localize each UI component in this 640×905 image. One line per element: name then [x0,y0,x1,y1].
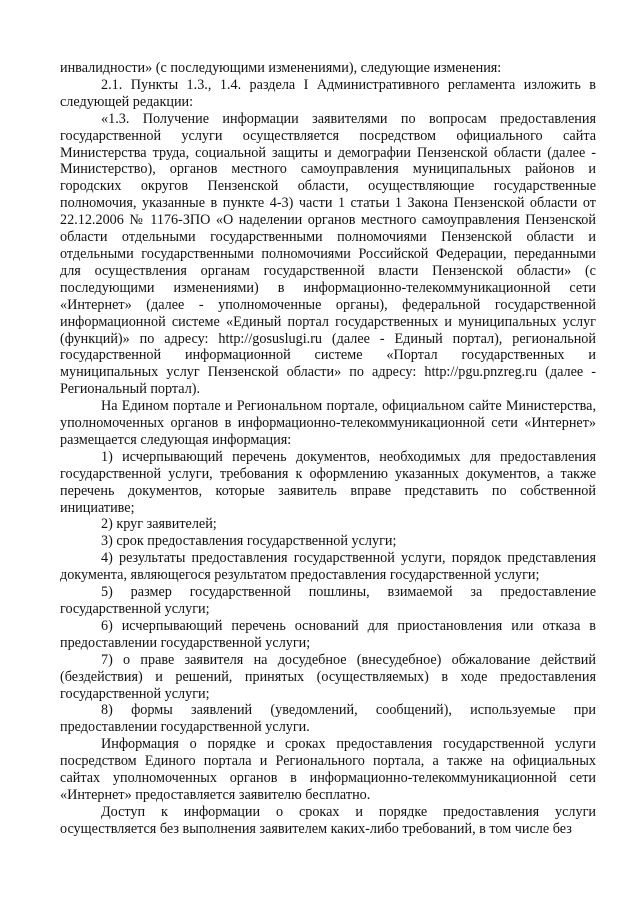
document-page [60,60,596,838]
paragraph-amendment-intro: 2.1. Пункты 1.3., 1.4. раздела I Административного регламента изложить в следующей редакции: [60,76,596,110]
paragraph-clause-1-3: «1.3. Получение информации заявителями по вопросам предоставления государственной услуги осуществляется посредством официального сайта Министерства труда, социальной защиты и демографии Пензенской области (далее - Министерство), органов местного самоуправления муниципальных районов и городских округов Пензенской области, осуществляющие государственные полномочия, указанные в пункте 4-3) части 1 статьи 1 Закона Пензенской области от 22.12.2006 № 1176-ЗПО «О наделении органов местного самоуправления Пензенской области отдельными государственными полномочиями Пензенской области и отдельными государственными полномочиями Российской Федерации, переданными для осуществления органам государственной власти Пензенской области» (с последующими изменениями) в информационно-телекоммуникационной сети «Интернет» (далее - уполномоченные органы), федеральной государственной информационной системе «Единый портал государственных и муниципальных услуг (функций)» по адресу: http://gosuslugi.ru (далее - Единый портал), региональной государственной информационной системе «Портал государственных и муниципальных услуг Пензенской области» по адресу: http://pgu.pnzreg.ru (далее - Региональный портал). [60,110,596,398]
paragraph-portal-info: На Едином портале и Региональном портале, официальном сайте Министерства, уполномоченных органов в информационно-телекоммуникационной сети «Интернет» размещается следующая информация: [60,398,596,448]
list-item-6: 6) исчерпывающий перечень оснований для приостановления или отказа в предоставлении государственной услуги; [60,617,596,651]
paragraph-access-info: Доступ к информации о сроках и порядке предоставления услуги осуществляется без выполнения заявителем каких-либо требований, в том числе без [60,803,596,837]
list-item-8: 8) формы заявлений (уведомлений, сообщений), используемые при предоставлении государственной услуги. [60,702,596,736]
list-item-5: 5) размер государственной пошлины, взимаемой за предоставление государственной услуги; [60,584,596,617]
list-item-7: 7) о праве заявителя на досудебное (внесудебное) обжалование действий (бездействия) и решений, принятых (осуществляемых) в ходе предоставления государственной услуги; [60,651,596,702]
list-item-2: 2) круг заявителей; [101,516,217,533]
list-item-1: 1) исчерпывающий перечень документов, необходимых для предоставления государственной услуги, требования к оформлению указанных документов, а также перечень документов, которые заявитель вправе представить по собственной инициативе; [60,448,596,516]
paragraph-free-info: Информация о порядке и сроках предоставления государственной услуги посредством Единого портала и Регионального портала, а также на официальных сайтах уполномоченных органов в информационно-телекоммуникационной сети «Интернет» предоставляется заявителю бесплатно. [60,736,596,803]
list-item-4: 4) результаты предоставления государственной услуги, порядок представления документа, являющегося результатом предоставления государственной услуги; [60,550,596,584]
list-item-3: 3) срок предоставления государственной услуги; [101,533,397,550]
paragraph-continuation: инвалидности» (с последующими изменениями), следующие изменения: [60,60,502,76]
